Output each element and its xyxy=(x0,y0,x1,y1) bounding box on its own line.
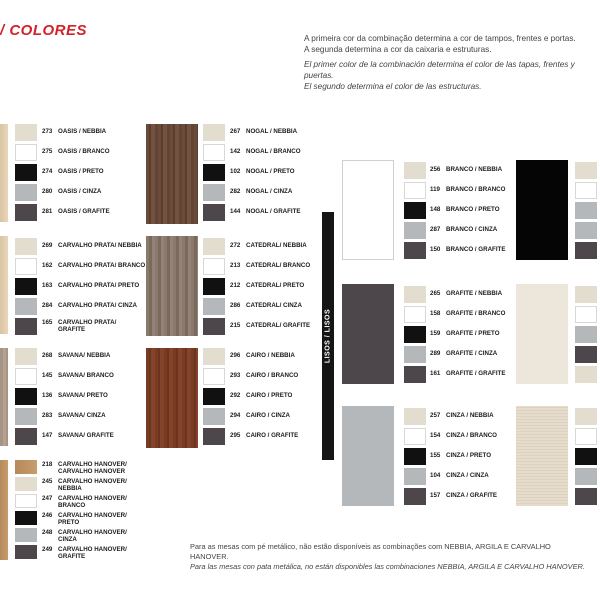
linen-big-swatch xyxy=(516,406,568,506)
cinza-big-swatch xyxy=(342,406,394,506)
branco-combo-swatch xyxy=(404,182,426,199)
cairo-combo-swatch xyxy=(203,408,225,425)
hanover-combo-label: 249 CARVALHO HANOVER/ GRAFITE xyxy=(42,546,127,560)
footer-note xyxy=(190,542,590,572)
catedral-combo-swatch xyxy=(203,318,225,335)
cinza-combo-label: 257 CINZA / NEBBIA xyxy=(430,412,494,419)
cinza-combo-label: 104 CINZA / CINZA xyxy=(430,472,489,479)
intro-pt-line-2: A segunda determina a cor da caixaria e estruturas. xyxy=(304,45,492,54)
carvalho-prata-combo-label: 165 CARVALHO PRATA/ GRAFITE xyxy=(42,319,117,333)
cairo-combo-label: 294 CAIRO / CINZA xyxy=(230,412,290,419)
edge-swatch xyxy=(575,408,597,425)
hanover-combo-swatch xyxy=(15,460,37,474)
grafite-combo-swatch xyxy=(404,346,426,363)
hanover-combo-label: 245 CARVALHO HANOVER/ NEBBIA xyxy=(42,478,127,492)
oasis-combo-swatch xyxy=(15,144,37,161)
catedral-combo-label: 272 CATEDRAL/ NEBBIA xyxy=(230,242,307,249)
cairo-combo-label: 293 CAIRO / BRANCO xyxy=(230,372,299,379)
edge-swatch xyxy=(575,222,597,239)
cairo-combo-label: 295 CAIRO / GRAFITE xyxy=(230,432,299,439)
cinza-combo-label: 154 CINZA / BRANCO xyxy=(430,432,497,439)
edge-swatch xyxy=(575,286,597,303)
savana-combo-label: 145 SAVANA/ BRANCO xyxy=(42,372,114,379)
grafite-combo-label: 158 GRAFITE / BRANCO xyxy=(430,310,506,317)
carvalho-prata-combo-label: 269 CARVALHO PRATA/ NEBBIA xyxy=(42,242,142,249)
nogal-combo-label: 144 NOGAL / GRAFITE xyxy=(230,208,301,215)
catedral-combo-swatch xyxy=(203,298,225,315)
savana-combo-label: 136 SAVANA/ PRETO xyxy=(42,392,108,399)
carvalho-prata-combo-label: 163 CARVALHO PRATA/ PRETO xyxy=(42,282,140,289)
cairo-combo-swatch xyxy=(203,348,225,365)
savana-wood-swatch xyxy=(0,348,8,446)
oasis-combo-swatch xyxy=(15,164,37,181)
savana-combo-label: 283 SAVANA/ CINZA xyxy=(42,412,106,419)
grafite-combo-label: 265 GRAFITE / NEBBIA xyxy=(430,290,503,297)
grafite-combo-label: 161 GRAFITE / GRAFITE xyxy=(430,370,506,377)
grafite-combo-swatch xyxy=(404,366,426,383)
page-title: / COLORES xyxy=(0,22,88,39)
edge-swatch xyxy=(575,488,597,505)
grafite-big-swatch xyxy=(342,284,394,384)
cinza-combo-label: 157 CINZA / GRAFITE xyxy=(430,492,497,499)
grafite-combo-swatch xyxy=(404,306,426,323)
grafite-combo-label: 159 GRAFITE / PRETO xyxy=(430,330,500,337)
edge-swatch xyxy=(575,202,597,219)
nogal-combo-swatch xyxy=(203,144,225,161)
grafite-combo-label: 289 GRAFITE / CINZA xyxy=(430,350,498,357)
cinza-combo-swatch xyxy=(404,428,426,445)
carvalho-prata-combo-swatch xyxy=(15,318,37,335)
carvalho-prata-combo-label: 284 CARVALHO PRATA/ CINZA xyxy=(42,302,137,309)
nogal-combo-label: 102 NOGAL / PRETO xyxy=(230,168,295,175)
grafite-combo-swatch xyxy=(404,286,426,303)
branco-combo-swatch xyxy=(404,202,426,219)
edge-swatch xyxy=(575,162,597,179)
cairo-combo-swatch xyxy=(203,368,225,385)
hanover-combo-label: 246 CARVALHO HANOVER/ PRETO xyxy=(42,512,127,526)
oasis-combo-label: 275 OASIS / BRANCO xyxy=(42,148,110,155)
footer-es: Para las mesas con pata metálica, no están disponibles las combinaciones NEBBIA, ARGILA E CARVALHO HANOVER. xyxy=(190,562,585,571)
cinza-combo-label: 155 CINZA / PRETO xyxy=(430,452,492,459)
edge-swatch xyxy=(575,306,597,323)
nogal-combo-label: 142 NOGAL / BRANCO xyxy=(230,148,301,155)
catedral-combo-label: 212 CATEDRAL/ PRETO xyxy=(230,282,305,289)
oasis-combo-swatch xyxy=(15,204,37,221)
nogal-combo-label: 282 NOGAL / CINZA xyxy=(230,188,293,195)
branco-combo-label: 287 BRANCO / CINZA xyxy=(430,226,498,233)
branco-big-swatch xyxy=(342,160,394,260)
savana-combo-label: 268 SAVANA/ NEBBIA xyxy=(42,352,111,359)
hanover-combo-swatch xyxy=(15,545,37,559)
nogal-combo-label: 267 NOGAL / NEBBIA xyxy=(230,128,298,135)
edge-swatch xyxy=(575,182,597,199)
hanover-combo-label: 218 CARVALHO HANOVER/ CARVALHO HANOVER xyxy=(42,461,127,475)
edge-swatch xyxy=(575,448,597,465)
edge-swatch xyxy=(575,366,597,383)
oasis-combo-label: 281 OASIS / GRAFITE xyxy=(42,208,110,215)
intro-text xyxy=(304,33,594,92)
branco-combo-swatch xyxy=(404,242,426,259)
savana-combo-swatch xyxy=(15,368,37,385)
savana-combo-swatch xyxy=(15,408,37,425)
savana-combo-swatch xyxy=(15,388,37,405)
nebbia-big-swatch xyxy=(516,284,568,384)
lisos-side-label xyxy=(322,212,334,460)
hanover-combo-swatch xyxy=(15,528,37,542)
cinza-combo-swatch xyxy=(404,448,426,465)
branco-combo-swatch xyxy=(404,162,426,179)
hanover-combo-swatch xyxy=(15,511,37,525)
nogal-combo-swatch xyxy=(203,184,225,201)
cinza-combo-swatch xyxy=(404,408,426,425)
edge-swatch xyxy=(575,428,597,445)
cinza-combo-swatch xyxy=(404,488,426,505)
intro-es-line-1: El primer color de la combinación determina el color de las tapas, frentes y puertas. xyxy=(304,60,575,80)
hanover-combo-swatch xyxy=(15,477,37,491)
catedral-combo-label: 213 CATEDRAL/ BRANCO xyxy=(230,262,311,269)
hanover-wood-swatch xyxy=(0,460,8,560)
branco-combo-label: 119 BRANCO / BRANCO xyxy=(430,186,506,193)
branco-combo-swatch xyxy=(404,222,426,239)
lisos-label-text: LISOS / LISOS xyxy=(324,308,332,364)
oasis-combo-swatch xyxy=(15,184,37,201)
edge-swatch xyxy=(575,468,597,485)
catedral-combo-swatch xyxy=(203,258,225,275)
cairo-combo-swatch xyxy=(203,388,225,405)
nogal-combo-swatch xyxy=(203,164,225,181)
oasis-combo-label: 273 OASIS / NEBBIA xyxy=(42,128,107,135)
nogal-wood-swatch xyxy=(146,124,198,224)
edge-swatch xyxy=(575,346,597,363)
savana-combo-swatch xyxy=(15,428,37,445)
edge-swatch xyxy=(575,326,597,343)
cairo-combo-swatch xyxy=(203,428,225,445)
grafite-combo-swatch xyxy=(404,326,426,343)
preto-big-swatch xyxy=(516,160,568,260)
intro-es-line-2: El segundo determina el color de las estructuras. xyxy=(304,82,482,91)
catedral-combo-swatch xyxy=(203,238,225,255)
cairo-combo-label: 292 CAIRO / PRETO xyxy=(230,392,293,399)
catedral-combo-swatch xyxy=(203,278,225,295)
carvalho-prata-combo-swatch xyxy=(15,258,37,275)
cairo-wood-swatch xyxy=(146,348,198,448)
carvalho-prata-combo-swatch xyxy=(15,278,37,295)
carvalho-prata-combo-swatch xyxy=(15,298,37,315)
intro-pt-line-1: A primeira cor da combinação determina a cor de tampos, frentes e portas. xyxy=(304,34,576,43)
oasis-combo-label: 280 OASIS / CINZA xyxy=(42,188,102,195)
carvalho-prata-combo-label: 162 CARVALHO PRATA/ BRANCO xyxy=(42,262,146,269)
oasis-combo-label: 274 OASIS / PRETO xyxy=(42,168,104,175)
catedral-combo-label: 286 CATEDRAL/ CINZA xyxy=(230,302,302,309)
hanover-combo-label: 247 CARVALHO HANOVER/ BRANCO xyxy=(42,495,127,509)
branco-combo-label: 256 BRANCO / NEBBIA xyxy=(430,166,503,173)
catedral-combo-label: 215 CATEDRAL/ GRAFITE xyxy=(230,322,311,329)
nogal-combo-swatch xyxy=(203,124,225,141)
oasis-combo-swatch xyxy=(15,124,37,141)
catedral-wood-swatch xyxy=(146,236,198,336)
savana-combo-swatch xyxy=(15,348,37,365)
savana-combo-label: 147 SAVANA/ GRAFITE xyxy=(42,432,114,439)
branco-combo-label: 148 BRANCO / PRETO xyxy=(430,206,500,213)
branco-combo-label: 150 BRANCO / GRAFITE xyxy=(430,246,506,253)
carvalho-prata-wood-swatch xyxy=(0,236,8,334)
carvalho-prata-combo-swatch xyxy=(15,238,37,255)
cairo-combo-label: 296 CAIRO / NEBBIA xyxy=(230,352,295,359)
oasis-wood-swatch xyxy=(0,124,8,222)
hanover-combo-label: 248 CARVALHO HANOVER/ CINZA xyxy=(42,529,127,543)
cinza-combo-swatch xyxy=(404,468,426,485)
hanover-combo-swatch xyxy=(15,494,37,508)
footer-pt: Para as mesas com pé metálico, não estão disponíveis as combinações com NEBBIA, ARGILA E CARVALHO HANOVER. xyxy=(190,542,551,561)
edge-swatch xyxy=(575,242,597,259)
nogal-combo-swatch xyxy=(203,204,225,221)
